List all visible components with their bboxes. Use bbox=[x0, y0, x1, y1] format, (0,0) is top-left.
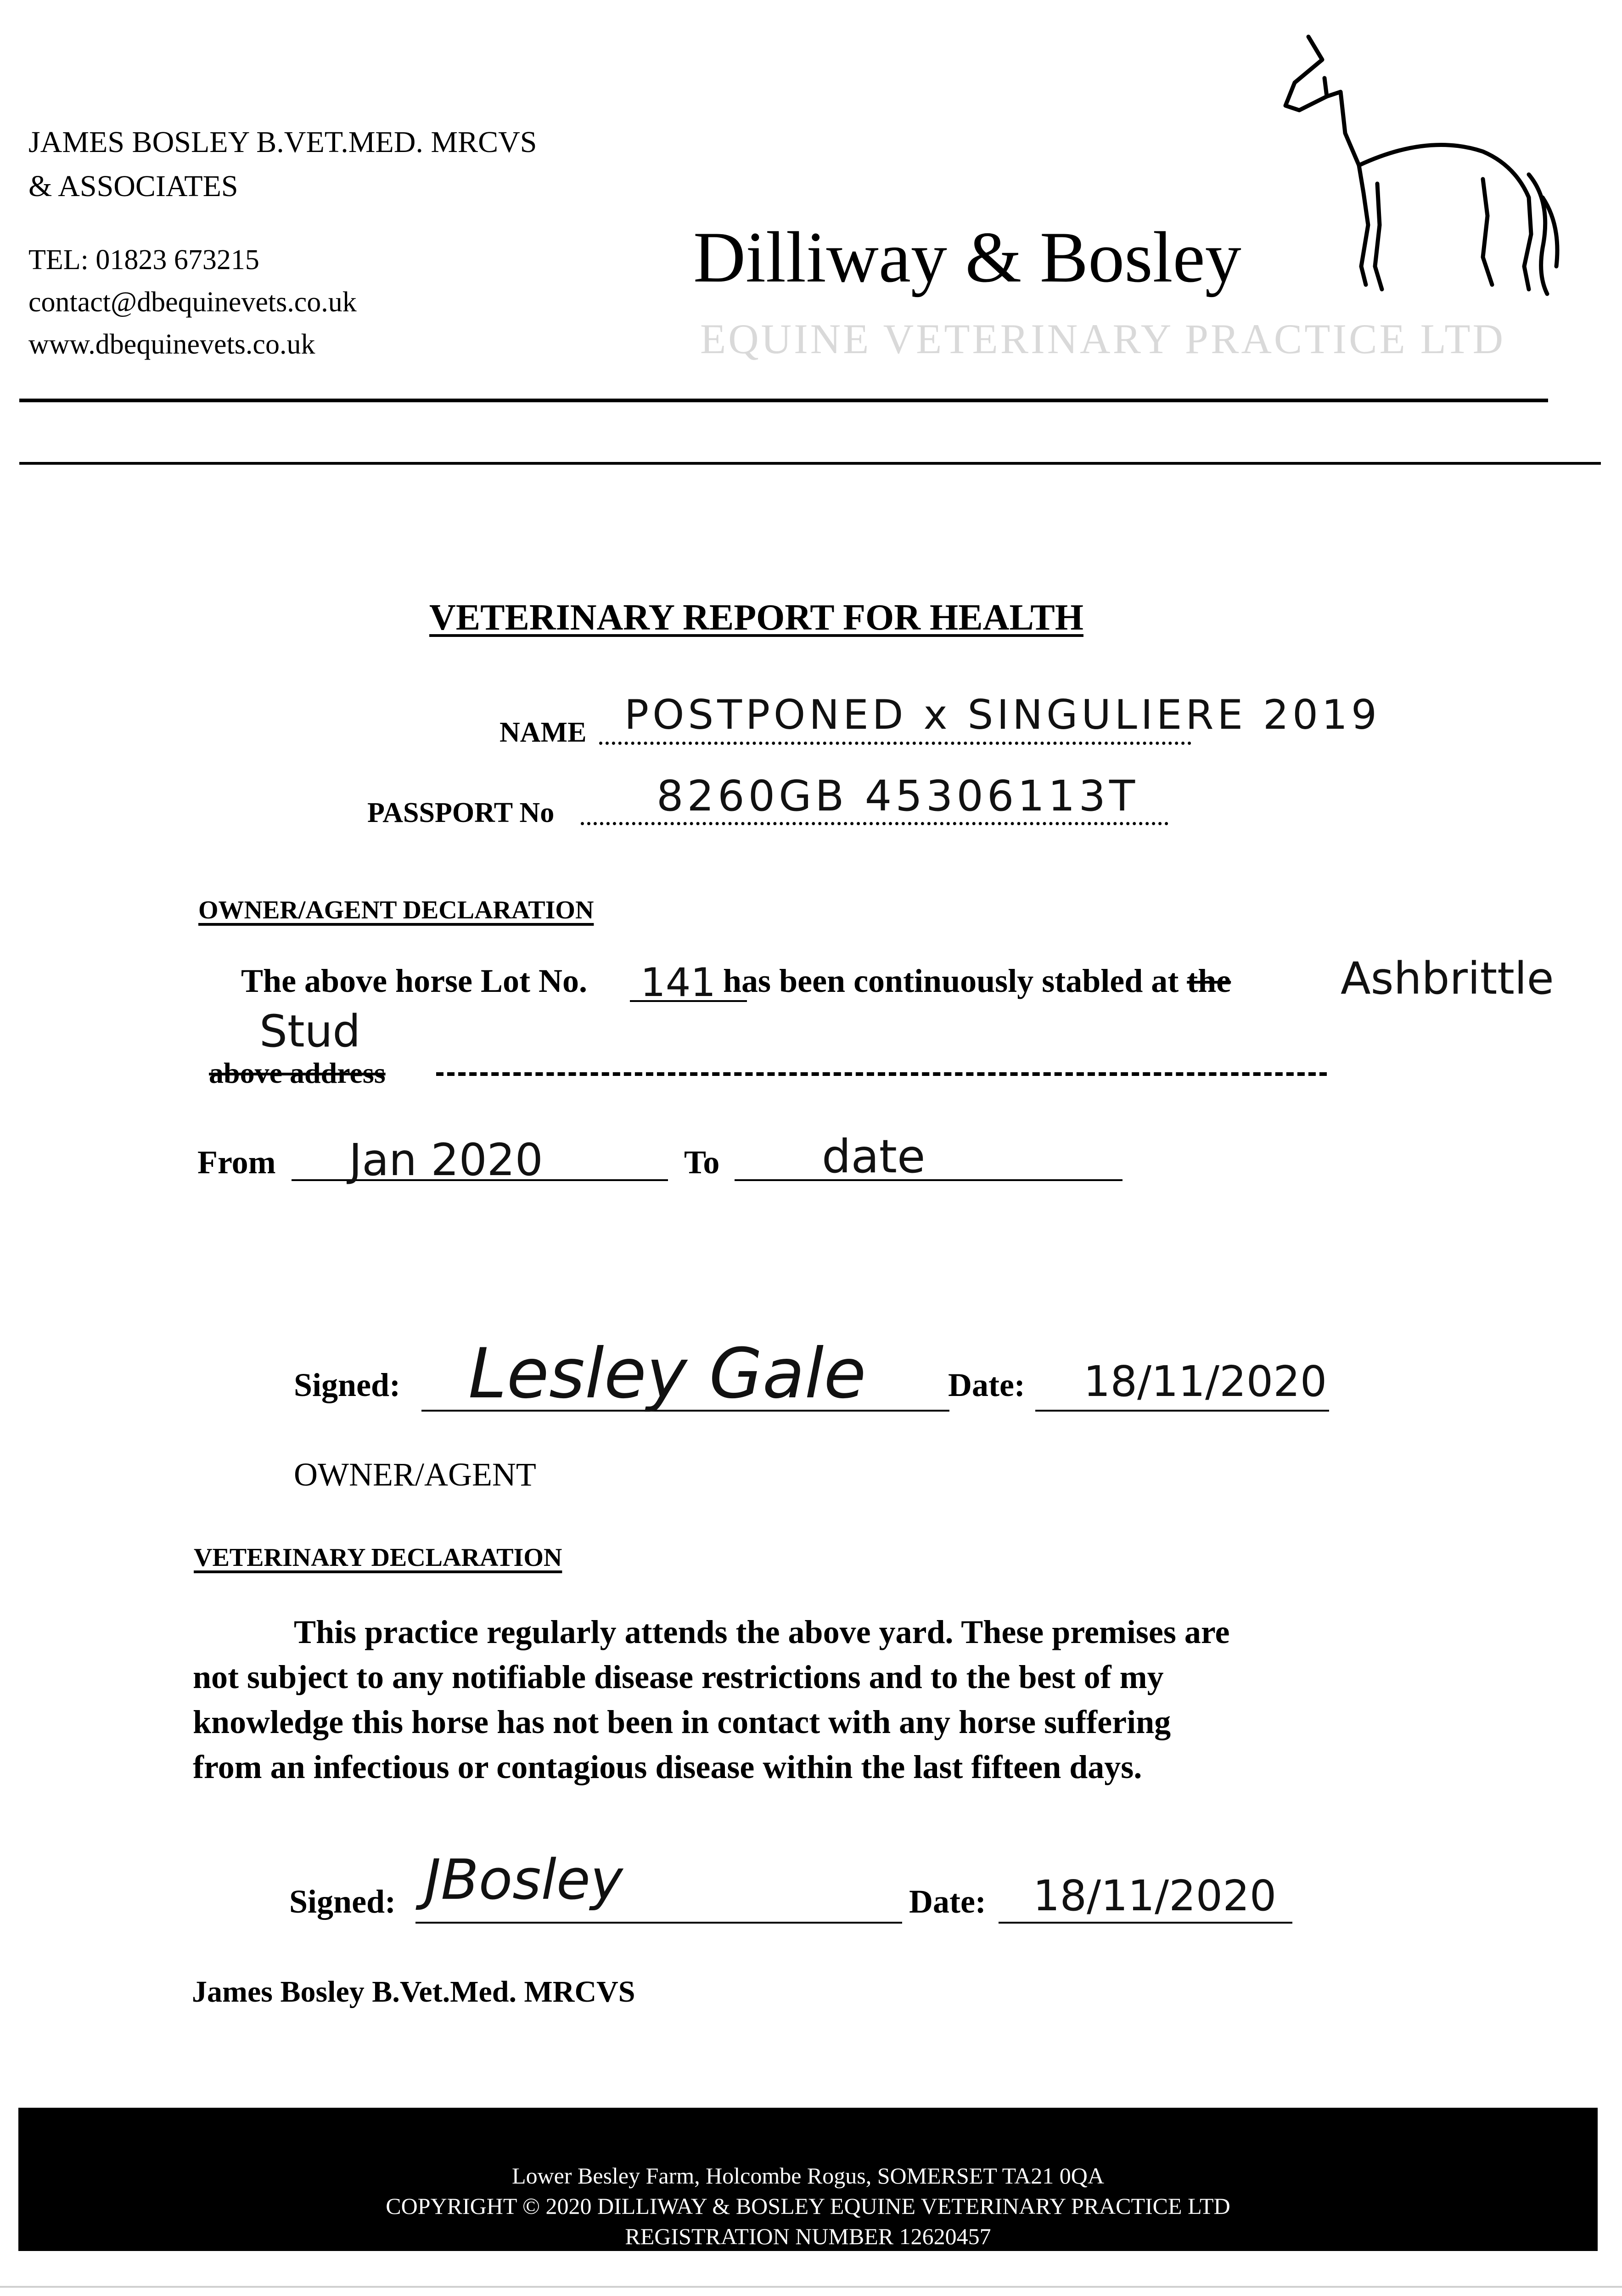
vet-signature-line bbox=[415, 1922, 902, 1924]
vet-declaration-line-1: This practice regularly attends the above yard. These premises are bbox=[294, 1614, 1230, 1650]
vet-declaration-text bbox=[193, 1609, 1230, 1790]
footer-registration: REGISTRATION NUMBER 12620457 bbox=[625, 2223, 991, 2249]
owner-declaration-heading: OWNER/AGENT DECLARATION bbox=[198, 896, 594, 924]
practice-associates: & ASSOCIATES bbox=[28, 169, 238, 203]
to-date-field[interactable]: date bbox=[822, 1130, 926, 1183]
footer bbox=[18, 2108, 1598, 2251]
to-label: To bbox=[684, 1144, 720, 1181]
page-bottom-edge bbox=[0, 2286, 1622, 2288]
stable-location-cont-field[interactable]: Stud bbox=[259, 1006, 361, 1057]
passport-number-field[interactable]: 8260GB 45306113T bbox=[657, 771, 1139, 821]
stabled-text-part1: The above horse Lot No. bbox=[241, 962, 587, 999]
practice-name: JAMES BOSLEY B.VET.MED. MRCVS bbox=[28, 125, 537, 159]
passport-label: PASSPORT No bbox=[367, 797, 555, 828]
from-label: From bbox=[197, 1144, 276, 1181]
footer-address: Lower Besley Farm, Holcombe Rogus, SOMERSET TA21 0QA bbox=[512, 2163, 1104, 2189]
to-line bbox=[735, 1179, 1122, 1181]
struck-word-the: the bbox=[1187, 962, 1231, 999]
footer-copyright: COPYRIGHT © 2020 DILLIWAY & BOSLEY EQUINE VETERINARY PRACTICE LTD bbox=[386, 2193, 1230, 2219]
practice-name-block bbox=[28, 120, 537, 208]
header-divider-1 bbox=[19, 399, 1548, 402]
stabled-sentence bbox=[241, 962, 1231, 1000]
passport-dotted-line bbox=[581, 822, 1168, 825]
lot-number-field[interactable]: 141 bbox=[640, 960, 716, 1006]
website-link[interactable]: www.dbequinevets.co.uk bbox=[28, 329, 315, 360]
header-divider-2 bbox=[19, 462, 1601, 465]
brand-subtitle: EQUINE VETERINARY PRACTICE LTD bbox=[700, 315, 1506, 362]
report-title: VETERINARY REPORT FOR HEALTH bbox=[429, 597, 1083, 638]
horse-name-field[interactable]: POSTPONED x SINGULIERE 2019 bbox=[624, 691, 1381, 738]
brand-name: Dilliway & Bosley bbox=[693, 217, 1241, 298]
vet-date-field[interactable]: 18/11/2020 bbox=[1033, 1871, 1277, 1920]
stable-location-field[interactable]: Ashbrittle bbox=[1341, 953, 1554, 1004]
owner-signature[interactable]: Lesley Gale bbox=[468, 1334, 866, 1414]
phone-number: TEL: 01823 673215 bbox=[28, 244, 259, 276]
vet-signed-label: Signed: bbox=[289, 1883, 396, 1920]
vet-signature[interactable]: JBosley bbox=[425, 1848, 623, 1912]
owner-date-line bbox=[1035, 1410, 1329, 1412]
name-label: NAME bbox=[500, 717, 587, 748]
owner-signed-label: Signed: bbox=[294, 1367, 401, 1403]
vet-declaration-line-2: not subject to any notifiable disease restrictions and to the best of my bbox=[193, 1659, 1164, 1695]
address-dashed-line bbox=[436, 1072, 1327, 1076]
name-dotted-line bbox=[599, 742, 1191, 745]
owner-date-label: Date: bbox=[948, 1367, 1025, 1403]
vet-date-label: Date: bbox=[909, 1883, 986, 1920]
struck-above-address: above address bbox=[209, 1057, 386, 1089]
owner-date-field[interactable]: 18/11/2020 bbox=[1083, 1357, 1327, 1406]
contact-block bbox=[28, 239, 357, 366]
email-link[interactable]: contact@dbequinevets.co.uk bbox=[28, 287, 357, 318]
vet-declaration-heading: VETERINARY DECLARATION bbox=[194, 1543, 562, 1572]
from-date-field[interactable]: Jan 2020 bbox=[349, 1134, 543, 1186]
vet-signatory-name: James Bosley B.Vet.Med. MRCVS bbox=[192, 1975, 635, 2009]
vet-date-line bbox=[999, 1922, 1292, 1924]
owner-agent-role: OWNER/AGENT bbox=[294, 1456, 536, 1493]
stabled-text-part2: has been continuously stabled at bbox=[723, 962, 1179, 999]
horse-logo-icon bbox=[1267, 28, 1566, 317]
vet-declaration-line-4: from an infectious or contagious disease within the last fifteen days. bbox=[193, 1749, 1142, 1785]
vet-declaration-line-3: knowledge this horse has not been in contact with any horse suffering bbox=[193, 1704, 1171, 1740]
